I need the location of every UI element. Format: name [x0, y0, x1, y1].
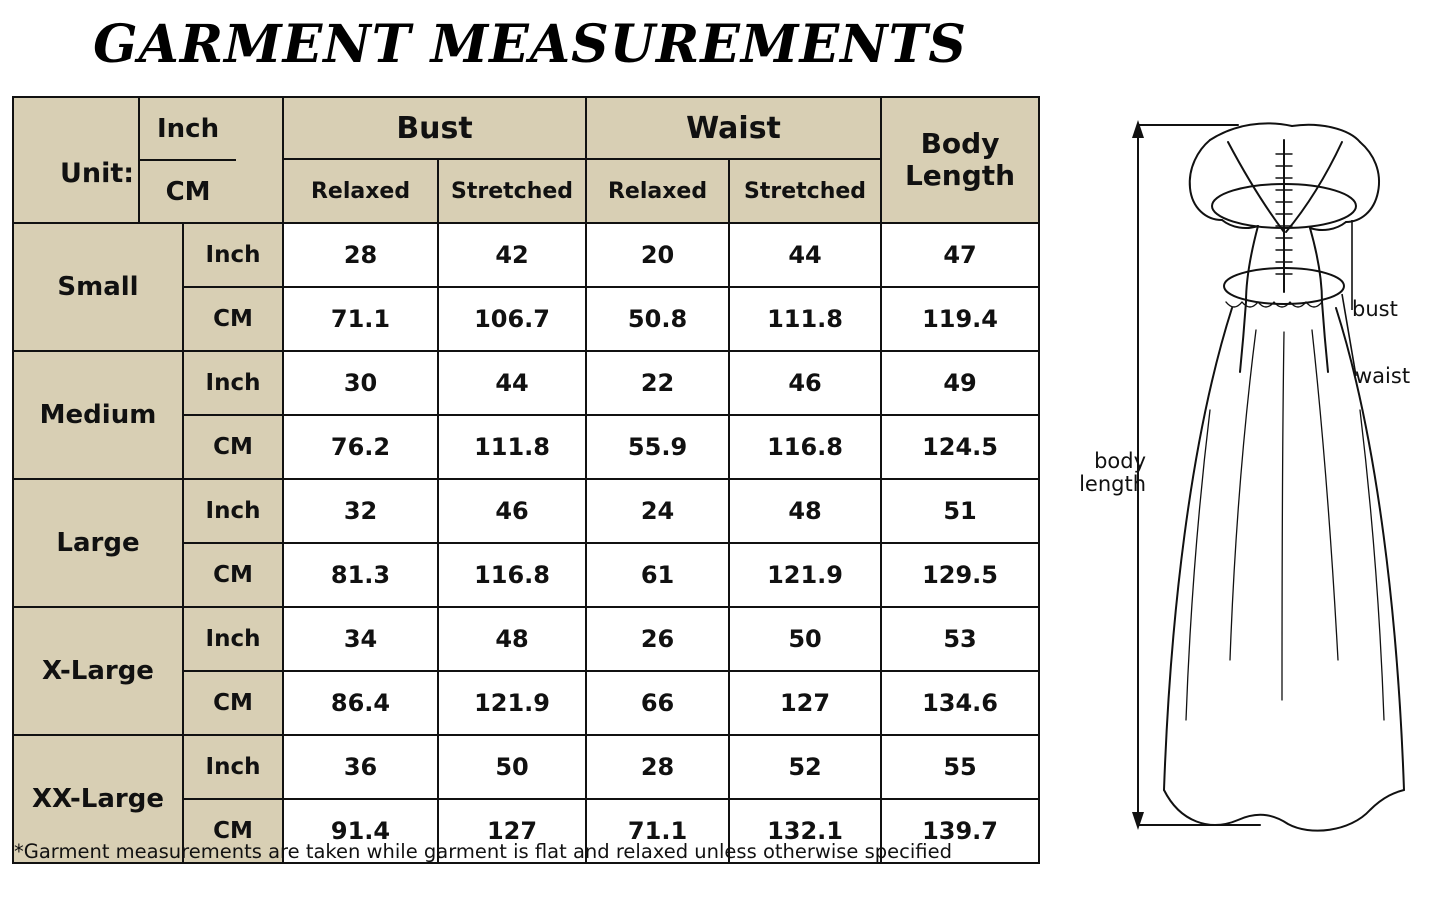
garment-diagram [1060, 80, 1445, 870]
group-header-bust: Bust [283, 97, 586, 159]
cell-body-length: 129.5 [881, 543, 1039, 607]
group-header-waist: Waist [586, 97, 881, 159]
cell-waist-stretched: 50 [729, 607, 881, 671]
sub-header-waist-relaxed: Relaxed [586, 159, 729, 223]
table-row [13, 735, 1039, 799]
row-unit-cm: CM [183, 415, 283, 479]
unit-option-inch: Inch [140, 98, 236, 161]
cell-bust-relaxed: 81.3 [283, 543, 438, 607]
page-title: GARMENT MEASUREMENTS [93, 14, 967, 75]
cell-body-length: 134.6 [881, 671, 1039, 735]
cell-bust-stretched: 121.9 [438, 671, 586, 735]
table-row [13, 351, 1039, 415]
cell-waist-stretched: 121.9 [729, 543, 881, 607]
cell-bust-relaxed: 76.2 [283, 415, 438, 479]
cell-bust-stretched: 44 [438, 351, 586, 415]
cell-body-length: 53 [881, 607, 1039, 671]
size-label-small: Small [13, 223, 183, 351]
table-row [13, 479, 1039, 543]
row-unit-cm: CM [183, 671, 283, 735]
sub-header-bust-stretched: Stretched [438, 159, 586, 223]
cell-waist-stretched: 46 [729, 351, 881, 415]
cell-body-length: 119.4 [881, 287, 1039, 351]
cell-waist-relaxed: 28 [586, 735, 729, 799]
figure-label-body-length: body length [1079, 449, 1146, 497]
cell-waist-relaxed: 71.1 [586, 799, 729, 863]
cell-bust-relaxed: 71.1 [283, 287, 438, 351]
cell-waist-stretched: 111.8 [729, 287, 881, 351]
size-label-x-large: X-Large [13, 607, 183, 735]
cell-waist-relaxed: 24 [586, 479, 729, 543]
cell-body-length: 139.7 [881, 799, 1039, 863]
cell-bust-stretched: 42 [438, 223, 586, 287]
cell-bust-relaxed: 30 [283, 351, 438, 415]
cell-waist-relaxed: 20 [586, 223, 729, 287]
figure-label-waist: waist [1355, 364, 1411, 388]
table-row [13, 223, 1039, 287]
row-unit-inch: Inch [183, 479, 283, 543]
cell-body-length: 49 [881, 351, 1039, 415]
table-header-row-1 [13, 97, 1039, 159]
table-row [13, 607, 1039, 671]
cell-bust-stretched: 50 [438, 735, 586, 799]
row-unit-cm: CM [183, 543, 283, 607]
cell-waist-stretched: 127 [729, 671, 881, 735]
unit-option-cm: CM [165, 176, 211, 207]
size-label-medium: Medium [13, 351, 183, 479]
cell-bust-relaxed: 36 [283, 735, 438, 799]
unit-label: Unit: [59, 157, 135, 189]
row-unit-cm: CM [183, 799, 283, 863]
sub-header-waist-stretched: Stretched [729, 159, 881, 223]
row-unit-inch: Inch [183, 607, 283, 671]
cell-bust-relaxed: 91.4 [283, 799, 438, 863]
cell-waist-relaxed: 22 [586, 351, 729, 415]
cell-body-length: 47 [881, 223, 1039, 287]
cell-body-length: 55 [881, 735, 1039, 799]
cell-bust-stretched: 127 [438, 799, 586, 863]
cell-waist-relaxed: 50.8 [586, 287, 729, 351]
cell-bust-stretched: 46 [438, 479, 586, 543]
cell-bust-stretched: 48 [438, 607, 586, 671]
measurements-table [12, 96, 1040, 864]
cell-waist-stretched: 52 [729, 735, 881, 799]
cell-waist-relaxed: 61 [586, 543, 729, 607]
cell-bust-stretched: 111.8 [438, 415, 586, 479]
cell-waist-stretched: 132.1 [729, 799, 881, 863]
group-header-body-length: Body Length [881, 97, 1039, 223]
cell-body-length: 51 [881, 479, 1039, 543]
row-unit-inch: Inch [183, 223, 283, 287]
row-unit-cm: CM [183, 287, 283, 351]
cell-bust-relaxed: 86.4 [283, 671, 438, 735]
cell-waist-relaxed: 66 [586, 671, 729, 735]
size-label-large: Large [13, 479, 183, 607]
size-label-xx-large: XX-Large [13, 735, 183, 863]
cell-bust-stretched: 106.7 [438, 287, 586, 351]
cell-waist-relaxed: 26 [586, 607, 729, 671]
row-unit-inch: Inch [183, 351, 283, 415]
cell-bust-stretched: 116.8 [438, 543, 586, 607]
cell-waist-stretched: 44 [729, 223, 881, 287]
footnote: *Garment measurements are taken while garment is flat and relaxed unless otherwise specified [14, 840, 952, 863]
cell-bust-relaxed: 34 [283, 607, 438, 671]
unit-header-cell [13, 97, 283, 223]
measurements-table-container [12, 96, 1038, 864]
cell-bust-relaxed: 32 [283, 479, 438, 543]
cell-waist-stretched: 48 [729, 479, 881, 543]
cell-waist-relaxed: 55.9 [586, 415, 729, 479]
cell-body-length: 124.5 [881, 415, 1039, 479]
sub-header-bust-relaxed: Relaxed [283, 159, 438, 223]
cell-waist-stretched: 116.8 [729, 415, 881, 479]
row-unit-inch: Inch [183, 735, 283, 799]
figure-label-bust: bust [1352, 297, 1398, 321]
cell-bust-relaxed: 28 [283, 223, 438, 287]
